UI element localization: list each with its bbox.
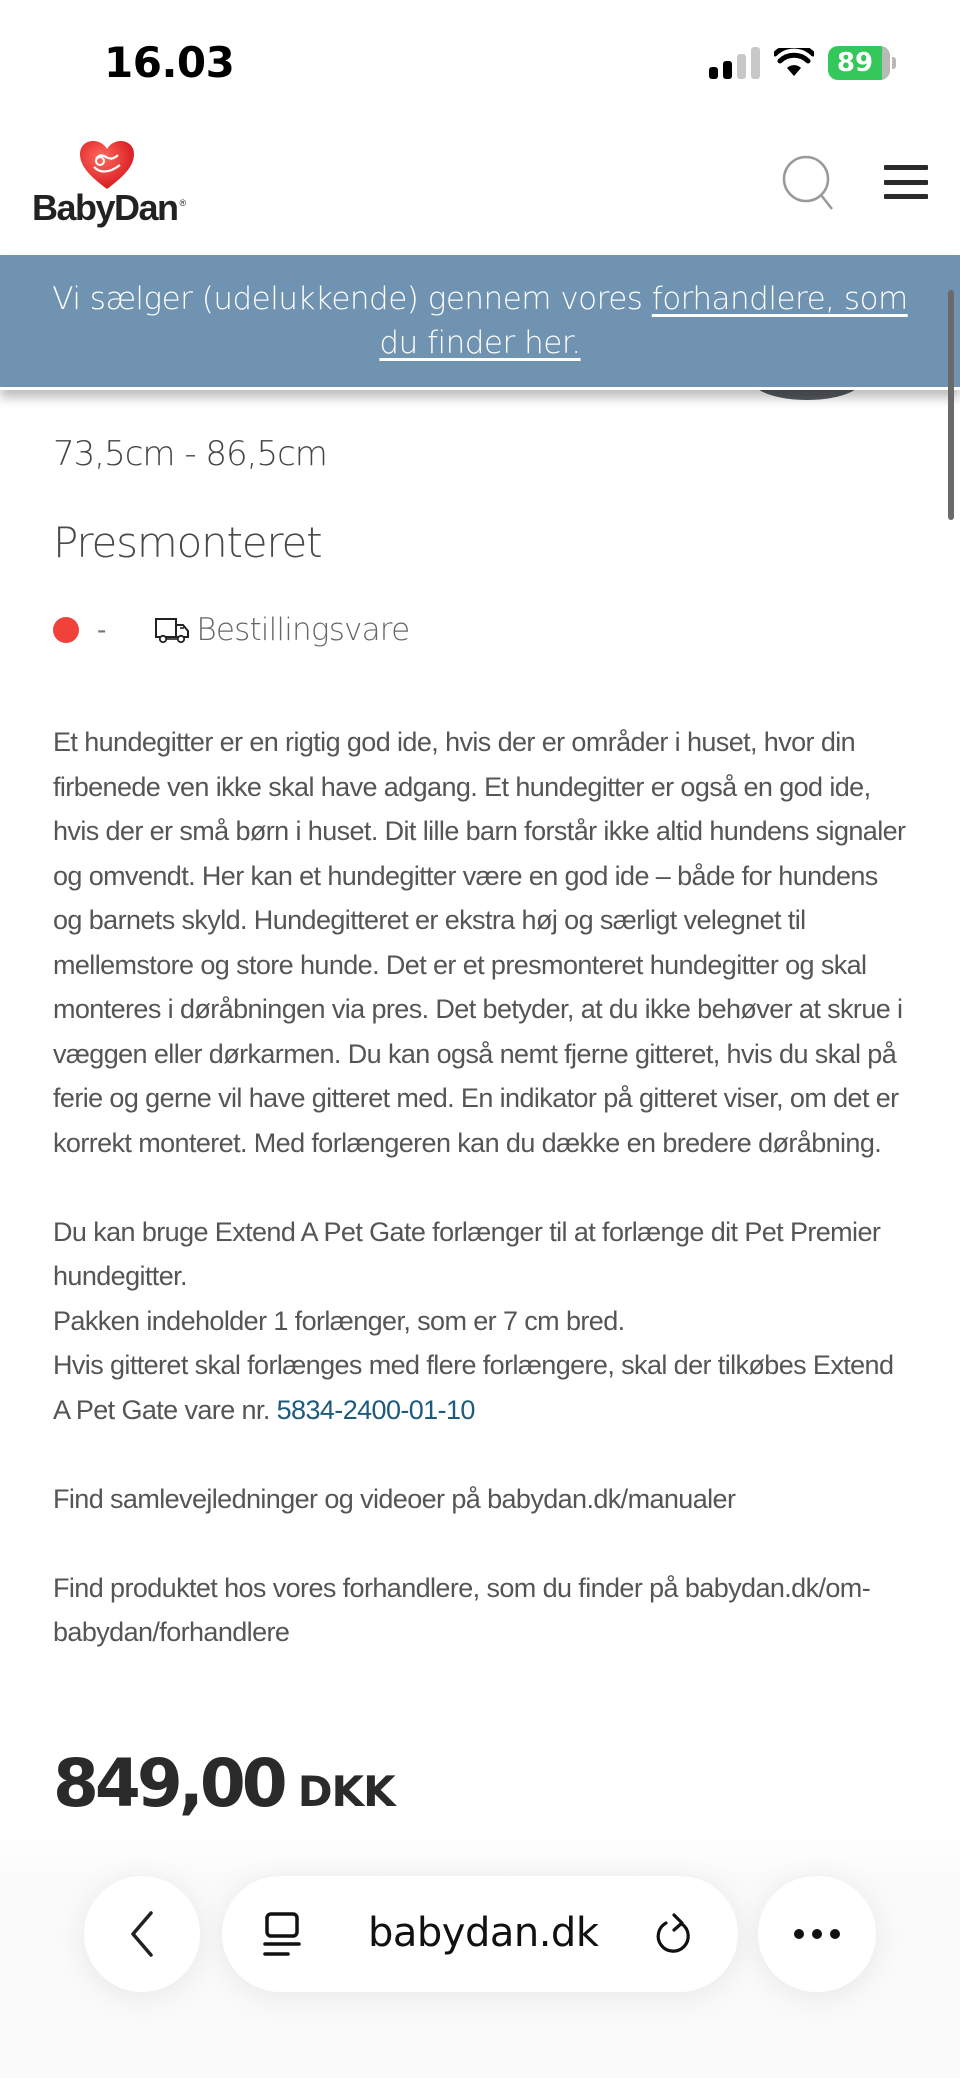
url-text[interactable]: babydan.dk: [368, 1910, 599, 1956]
delivery-status: Bestillingsvare: [196, 612, 410, 648]
reload-icon[interactable]: [652, 1912, 696, 1958]
extension-line-3-text: Hvis gitteret skal forlænges med flere forlængere, skal der tilkøbes Extend A Pet Gate vare nr.: [53, 1350, 894, 1425]
reader-tabs-icon[interactable]: [262, 1912, 302, 1958]
resellers-paragraph: Find produktet hos vores forhandlere, som du finder på babydan.dk/om-babydan/forhandlere: [53, 1572, 871, 1647]
extension-line-3: [53, 1343, 913, 1432]
site-header: [0, 125, 960, 255]
product-price: [53, 1745, 395, 1822]
back-chevron-icon: [127, 1909, 157, 1959]
address-bar[interactable]: [222, 1876, 738, 1992]
banner-text: Vi sælger (udelukkende) gennem vores: [52, 281, 652, 317]
heart-logo-icon: [78, 139, 136, 191]
delivery-truck-icon: [154, 615, 190, 645]
extension-paragraph: [53, 1210, 913, 1433]
product-description: [53, 720, 913, 1699]
price-amount: 849,00: [53, 1745, 284, 1822]
status-time: 16.03: [104, 38, 235, 87]
more-options-button[interactable]: [758, 1876, 876, 1992]
babydan-logo[interactable]: [32, 139, 192, 239]
price-currency: DKK: [297, 1767, 395, 1816]
extension-item-number-link[interactable]: 5834-2400-01-10: [276, 1394, 475, 1425]
search-icon[interactable]: [780, 153, 840, 213]
wifi-icon: [774, 48, 814, 78]
brand-wordmark: [32, 187, 185, 229]
registered-mark: ®: [179, 198, 185, 208]
more-ellipsis-icon: [794, 1929, 804, 1939]
battery-cap: [892, 57, 896, 69]
reseller-banner: [0, 255, 960, 390]
battery-indicator: [828, 46, 890, 80]
status-bar: [0, 0, 960, 125]
browser-toolbar: [0, 1830, 960, 2078]
stock-status-dot: [53, 617, 79, 643]
stock-status-row: [53, 610, 409, 650]
size-range: 73,5cm - 86,5cm: [53, 434, 327, 474]
description-paragraph: Et hundegitter er en rigtig god ide, hvis der er områder i huset, hvor din firbenede ven ikke skal have adgang. Et hundegitter er også en god ide, hvis der er små børn i huset. Dit lille barn forstår ikke altid hundens signaler og omvendt. Her kan et hundegitter være en god ide – både for hundens og barnets skyld. Hundegitteret er ekstra høj og særligt velegnet til mellemstore og store hunde. Det er et presmonteret hundegitter og skal monteres i døråbningen via pres. Det betyder, at du ikke behøver at skrue i væggen eller dørkarmen. Du kan også nemt fjerne gitteret, hvis du skal på ferie og gerne vil have gitteret med. En indikator på gitteret viser, om det er korrekt monteret. Med forlængeren kan du dække en bredere døråbning.: [53, 727, 906, 1158]
page-scrollbar[interactable]: [948, 290, 954, 520]
battery-percent: 89: [836, 48, 874, 78]
extension-line-1: Du kan bruge Extend A Pet Gate forlænger til at forlænge dit Pet Premier hundegitter.: [53, 1216, 881, 1291]
brand-name: BabyDan: [32, 187, 178, 228]
extension-line-2: Pakken indeholder 1 forlænger, som er 7 cm bred.: [53, 1305, 625, 1336]
stock-value: -: [97, 614, 107, 645]
cellular-signal-icon: [709, 47, 760, 79]
banner-reseller-link[interactable]: forhandlere, som du finder her.: [379, 281, 908, 361]
hamburger-menu-icon[interactable]: [884, 165, 928, 199]
status-icons: [709, 46, 896, 80]
mounting-type: Presmonteret: [53, 518, 322, 567]
back-button[interactable]: [84, 1876, 200, 1992]
manuals-paragraph: Find samlevejledninger og videoer på babydan.dk/manualer: [53, 1483, 736, 1514]
